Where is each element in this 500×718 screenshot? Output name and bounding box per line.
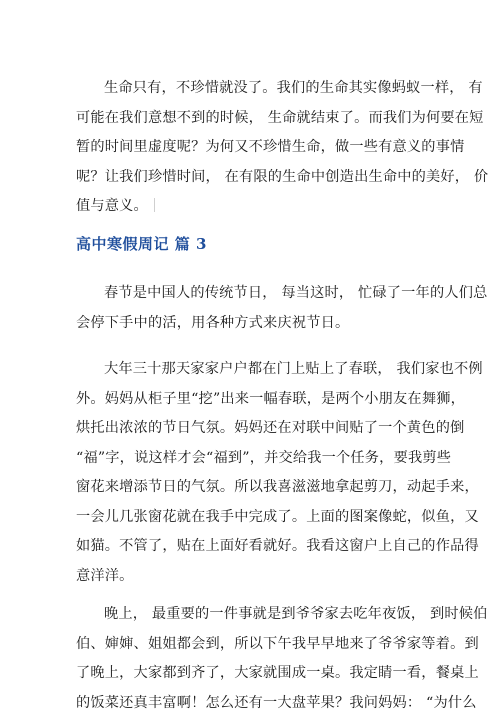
text-line: 如猫。不管了，贴在上面好看就好。我看这窗户上自己的作品得 xyxy=(76,532,436,562)
text-line: 伯、婶婶、姐姐都会到，所以下午我早早地来了爷爷家等着。到 xyxy=(76,630,436,660)
text-line: 的饭菜还真丰富啊！怎么还有一大盘苹果？我问妈妈： “为什么 xyxy=(76,689,436,718)
text-line: 春节是中国人的传统节日， 每当这时， 忙碌了一年的人们总 xyxy=(76,279,436,309)
text-line: 暂的时间里虚度呢？为何又不珍惜生命，做一些有意义的事情 xyxy=(76,133,436,163)
text-line: 大年三十那天家家户户都在门上贴上了春联， 我们家也不例 xyxy=(76,355,436,385)
text-line-content: 值与意义。 xyxy=(76,198,148,214)
paragraph-life xyxy=(76,74,436,222)
text-line: “福”字，说这样才会“福到”，并交给我一个任务，要我剪些 xyxy=(76,444,436,474)
paragraph-spring-festival xyxy=(76,279,436,338)
text-line: 一会儿几张窗花就在我手中完成了。上面的图案像蛇，似鱼，又 xyxy=(76,503,436,533)
text-line: 可能在我们意想不到的时候， 生命就结束了。而我们为何要在短 xyxy=(76,104,436,134)
text-line: 生命只有，不珍惜就没了。我们的生命其实像蚂蚁一样， 有 xyxy=(76,74,436,104)
paragraph-reunion-dinner xyxy=(76,600,436,718)
text-line: 烘托出浓浓的节日气氛。妈妈还在对联中间贴了一个黄色的倒 xyxy=(76,414,436,444)
paragraph-new-year-eve xyxy=(76,355,436,591)
text-line: 了晚上，大家都到齐了，大家就围成一桌。我定睛一看，餐桌上 xyxy=(76,659,436,689)
text-line: 晚上， 最重要的一件事就是到爷爷家去吃年夜饭， 到时候伯 xyxy=(76,600,436,630)
text-cursor-mark xyxy=(154,198,155,212)
text-line xyxy=(76,192,436,222)
text-line: 呢？让我们珍惜时间， 在有限的生命中创造出生命中的美好， 价 xyxy=(76,163,436,193)
text-line: 外。妈妈从柜子里“挖”出来一幅春联，是两个小朋友在舞狮， xyxy=(76,385,436,415)
text-line: 窗花来增添节日的气氛。所以我喜滋滋地拿起剪刀，动起手来， xyxy=(76,473,436,503)
section-heading: 高中寒假周记 篇 3 xyxy=(76,233,207,254)
text-line: 会停下手中的活，用各种方式来庆祝节日。 xyxy=(76,309,436,339)
text-line: 意洋洋。 xyxy=(76,562,436,592)
